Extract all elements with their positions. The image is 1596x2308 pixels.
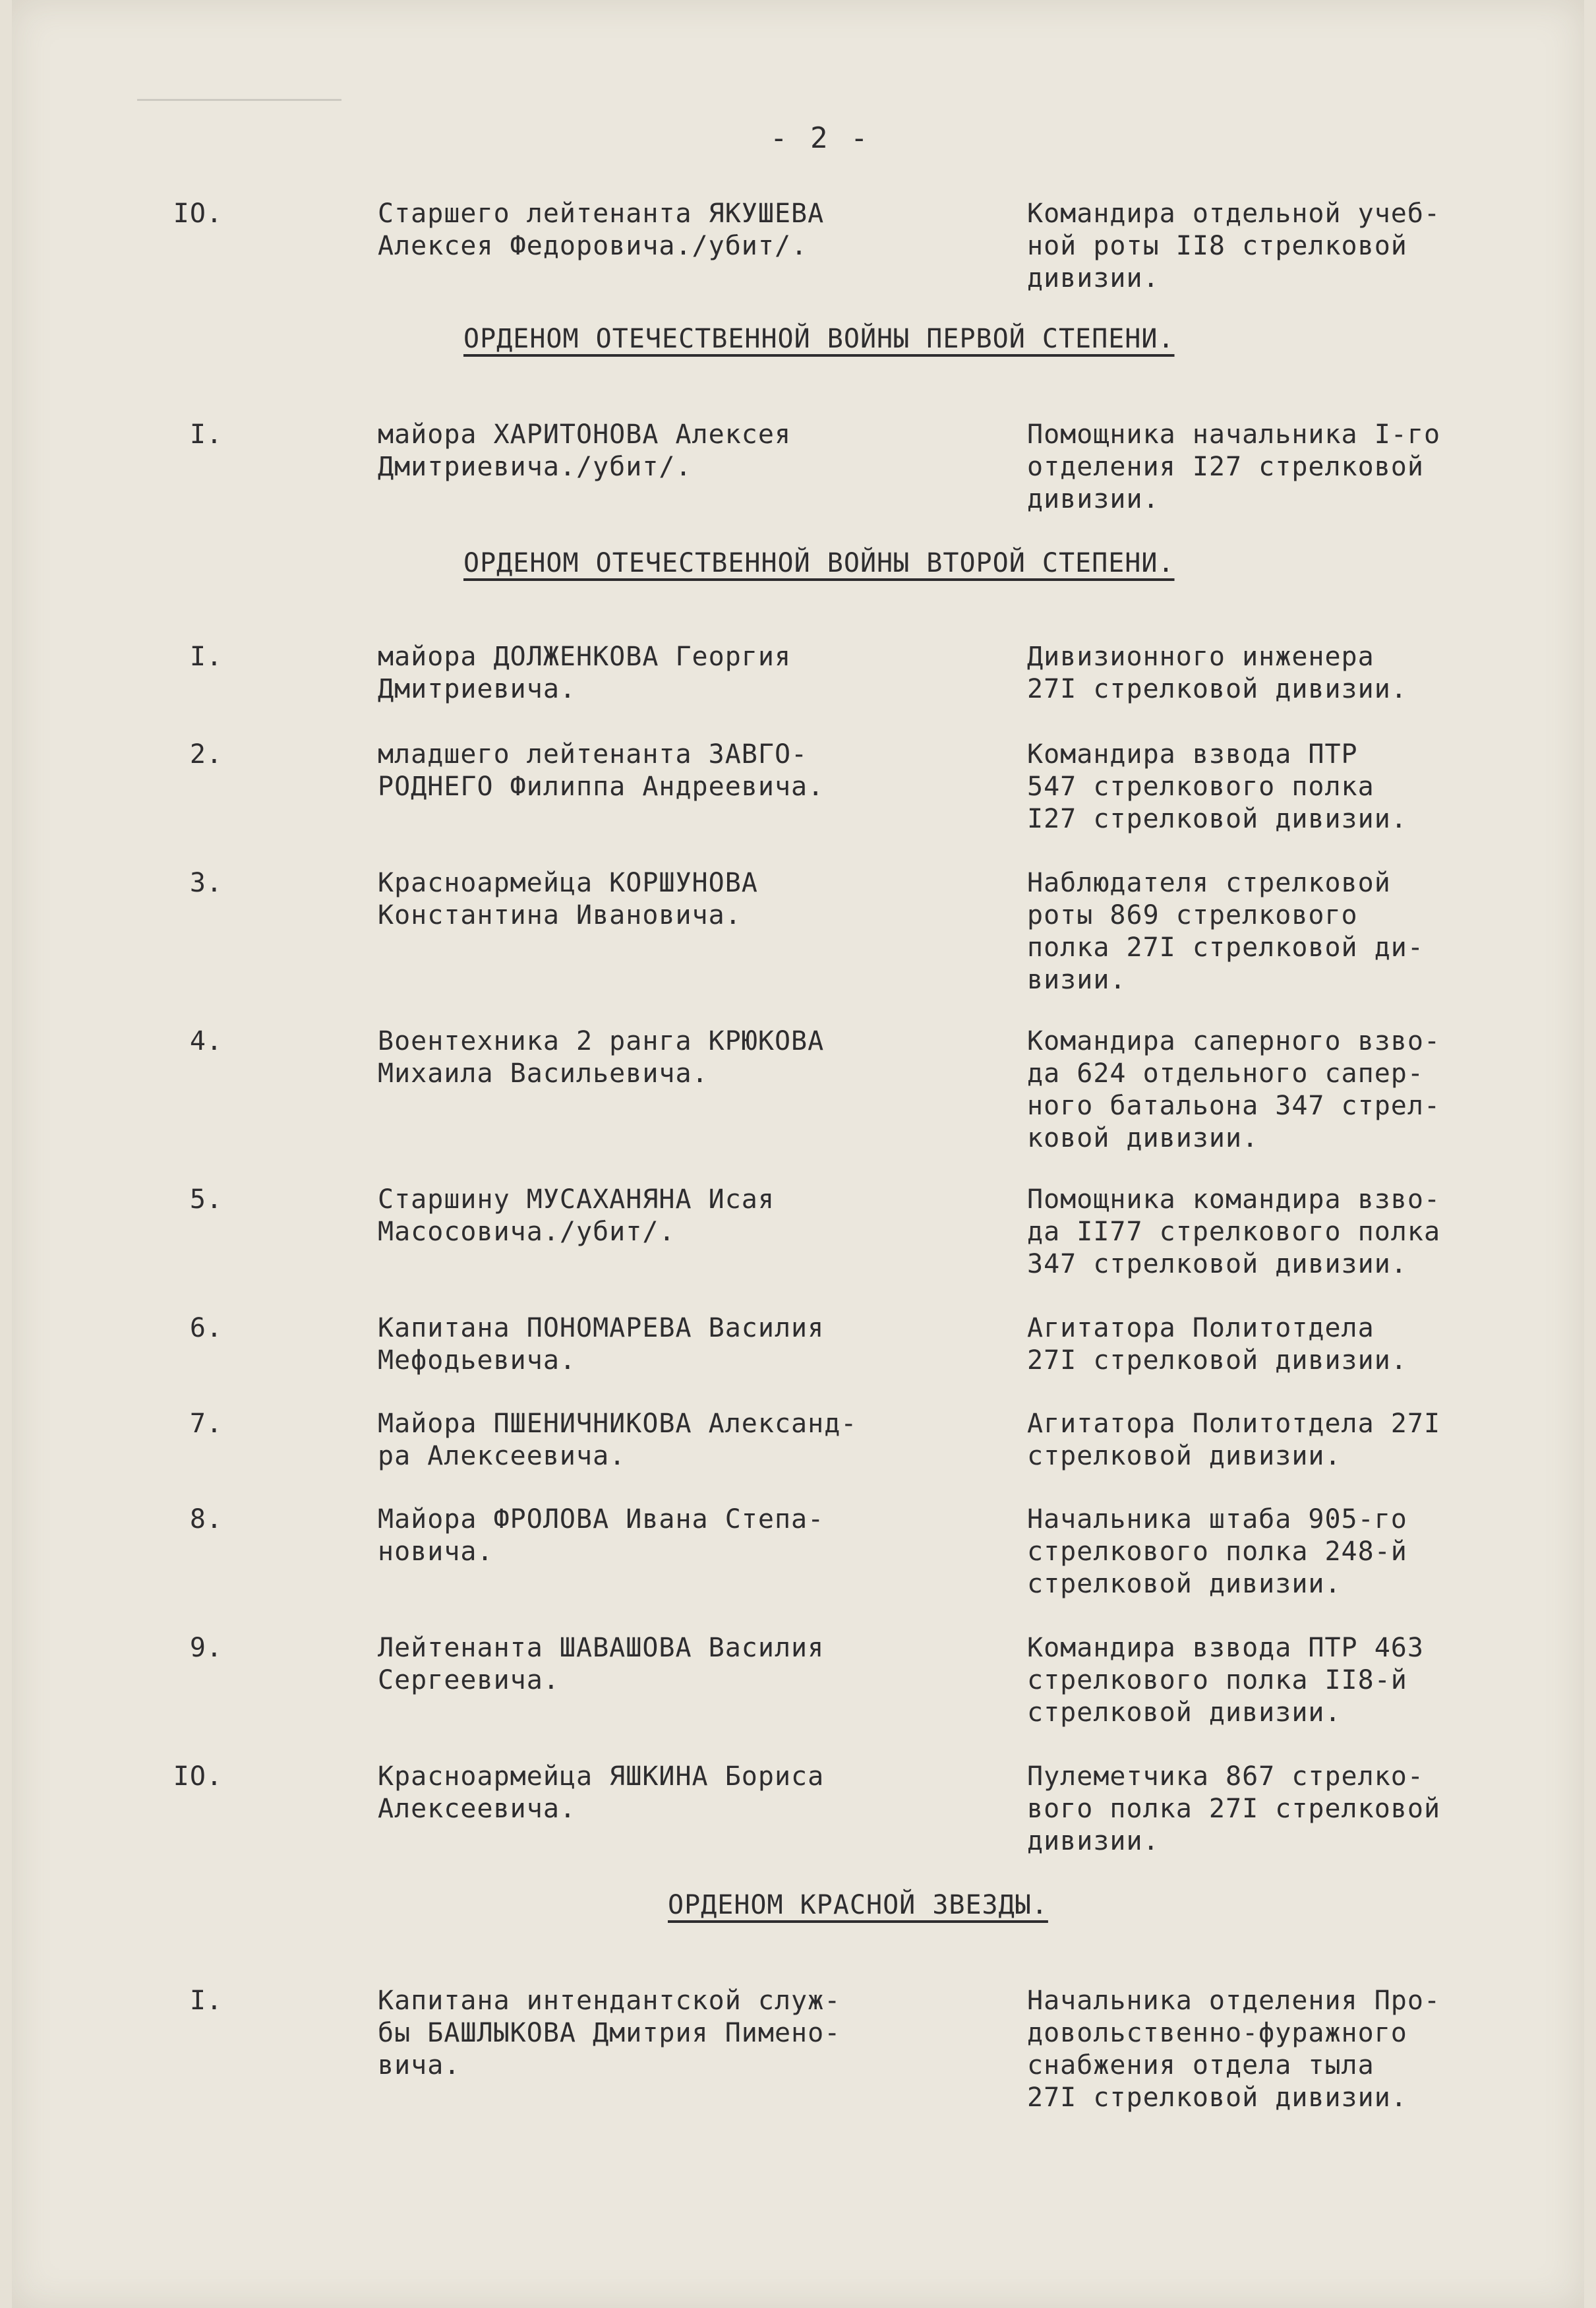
entry-position-line: ковой дивизии. xyxy=(1027,1123,1259,1153)
entry-position-line: отделения I27 стрелковой xyxy=(1027,452,1424,482)
entry-position-line: роты 869 стрелкового xyxy=(1027,900,1358,930)
entry-name-line: Мефодьевича. xyxy=(378,1345,576,1376)
entry-name-line: Масосовича./убит/. xyxy=(378,1217,676,1247)
entry-name-line: вича. xyxy=(378,2050,461,2080)
entry-position-line: 27I стрелковой дивизии. xyxy=(1027,2082,1407,2113)
entry-name-line: Алексея Федоровича./убит/. xyxy=(378,231,808,261)
entry-position-line: Агитатора Политотдела 27I xyxy=(1027,1409,1441,1439)
entry-name-line: Красноармейца КОРШУНОВА xyxy=(378,868,758,898)
entry-position-line: I27 стрелковой дивизии. xyxy=(1027,804,1407,834)
entry-name-line: майора ХАРИТОНОВА Алексея xyxy=(378,419,792,450)
entry-position-line: 547 стрелкового полка xyxy=(1027,772,1374,802)
entry-number: IO. xyxy=(173,1761,223,1792)
entry-number: 3. xyxy=(189,868,223,898)
entry-position-line: вого полка 27I стрелковой xyxy=(1027,1794,1441,1824)
entry-name-line: майора ДОЛЖЕНКОВА Георгия xyxy=(378,642,792,672)
faded-stamp-mark xyxy=(137,99,341,140)
entry-name-line: Майора ПШЕНИЧНИКОВА Александ- xyxy=(378,1409,858,1439)
entry-name-line: Капитана ПОНОМАРЕВА Василия xyxy=(378,1313,825,1343)
entry-number: 4. xyxy=(189,1026,223,1056)
entry-name-line: Майора ФРОЛОВА Ивана Степа- xyxy=(378,1504,825,1534)
entry-number: 7. xyxy=(189,1409,223,1439)
entry-position-line: 347 стрелковой дивизии. xyxy=(1027,1249,1407,1279)
entry-position-line: Наблюдателя стрелковой xyxy=(1027,868,1391,898)
entry-position-line: Командира взвода ПТР 463 xyxy=(1027,1633,1424,1663)
entry-position-line: стрелкового полка II8-й xyxy=(1027,1665,1407,1695)
entry-name-line: Алексеевича. xyxy=(378,1794,576,1824)
document-page xyxy=(12,0,1584,2308)
entry-position-line: ной роты II8 стрелковой xyxy=(1027,231,1407,261)
entry-position-line: стрелковой дивизии. xyxy=(1027,1569,1342,1599)
entry-position-line: полка 27I стрелковой ди- xyxy=(1027,932,1424,963)
entry-name-line: РОДНЕГО Филиппа Андреевича. xyxy=(378,772,825,802)
entry-position-line: ного батальона 347 стрел- xyxy=(1027,1091,1441,1121)
section-heading: ОРДЕНОМ КРАСНОЙ ЗВЕЗДЫ. xyxy=(668,1890,1048,1920)
entry-name-line: Михаила Васильевича. xyxy=(378,1058,709,1089)
entry-name-line: Константина Ивановича. xyxy=(378,900,742,930)
entry-position-line: снабжения отдела тыла xyxy=(1027,2050,1374,2080)
page-number: - 2 - xyxy=(770,121,871,155)
entry-name-line: Дмитриевича. xyxy=(378,674,576,704)
entry-position-line: Помощника командира взво- xyxy=(1027,1184,1441,1215)
entry-number: I. xyxy=(189,419,223,450)
entry-position-line: да II77 стрелкового полка xyxy=(1027,1217,1441,1247)
entry-position-line: 27I стрелковой дивизии. xyxy=(1027,674,1407,704)
entry-number: IO. xyxy=(173,198,223,229)
section-heading: ОРДЕНОМ ОТЕЧЕСТВЕННОЙ ВОЙНЫ ПЕРВОЙ СТЕПЕНИ. xyxy=(463,324,1175,354)
entry-position-line: Пулеметчика 867 стрелко- xyxy=(1027,1761,1424,1792)
entry-position-line: Дивизионного инженера xyxy=(1027,642,1374,672)
entry-name-line: Капитана интендантской служ- xyxy=(378,1986,841,2016)
entry-name-line: новича. xyxy=(378,1536,494,1567)
entry-name-line: бы БАШЛЫКОВА Дмитрия Пимено- xyxy=(378,2018,841,2048)
entry-name-line: младшего лейтенанта ЗАВГО- xyxy=(378,739,808,770)
entry-number: I. xyxy=(189,642,223,672)
entry-position-line: Помощника начальника I-го xyxy=(1027,419,1441,450)
entry-position-line: Командира отдельной учеб- xyxy=(1027,198,1441,229)
entry-number: 6. xyxy=(189,1313,223,1343)
entry-position-line: визии. xyxy=(1027,965,1127,995)
section-heading: ОРДЕНОМ ОТЕЧЕСТВЕННОЙ ВОЙНЫ ВТОРОЙ СТЕПЕНИ. xyxy=(463,548,1175,578)
entry-name-line: Старшину МУСАХАНЯНА Исая xyxy=(378,1184,775,1215)
entry-position-line: Начальника штаба 905-го xyxy=(1027,1504,1407,1534)
entry-name-line: Воентехника 2 ранга КРЮКОВА xyxy=(378,1026,825,1056)
entry-position-line: Командира взвода ПТР xyxy=(1027,739,1358,770)
entry-position-line: да 624 отдельного сапер- xyxy=(1027,1058,1424,1089)
entry-position-line: дивизии. xyxy=(1027,484,1160,514)
entry-position-line: дивизии. xyxy=(1027,263,1160,293)
entry-position-line: стрелковой дивизии. xyxy=(1027,1697,1342,1728)
entry-number: 9. xyxy=(189,1633,223,1663)
entry-name-line: Старшего лейтенанта ЯКУШЕВА xyxy=(378,198,825,229)
entry-position-line: Начальника отделения Про- xyxy=(1027,1986,1441,2016)
entry-position-line: Командира саперного взво- xyxy=(1027,1026,1441,1056)
entry-position-line: 27I стрелковой дивизии. xyxy=(1027,1345,1407,1376)
entry-position-line: дивизии. xyxy=(1027,1826,1160,1856)
entry-position-line: стрелкового полка 248-й xyxy=(1027,1536,1407,1567)
entry-position-line: Агитатора Политотдела xyxy=(1027,1313,1374,1343)
entry-name-line: Сергеевича. xyxy=(378,1665,560,1695)
entry-number: 5. xyxy=(189,1184,223,1215)
entry-number: 8. xyxy=(189,1504,223,1534)
entry-name-line: Дмитриевича./убит/. xyxy=(378,452,692,482)
entry-position-line: довольственно-фуражного xyxy=(1027,2018,1407,2048)
entry-number: 2. xyxy=(189,739,223,770)
entry-position-line: стрелковой дивизии. xyxy=(1027,1441,1342,1471)
entry-number: I. xyxy=(189,1986,223,2016)
entry-name-line: ра Алексеевича. xyxy=(378,1441,626,1471)
entry-name-line: Красноармейца ЯШКИНА Бориса xyxy=(378,1761,825,1792)
entry-name-line: Лейтенанта ШАВАШОВА Василия xyxy=(378,1633,825,1663)
